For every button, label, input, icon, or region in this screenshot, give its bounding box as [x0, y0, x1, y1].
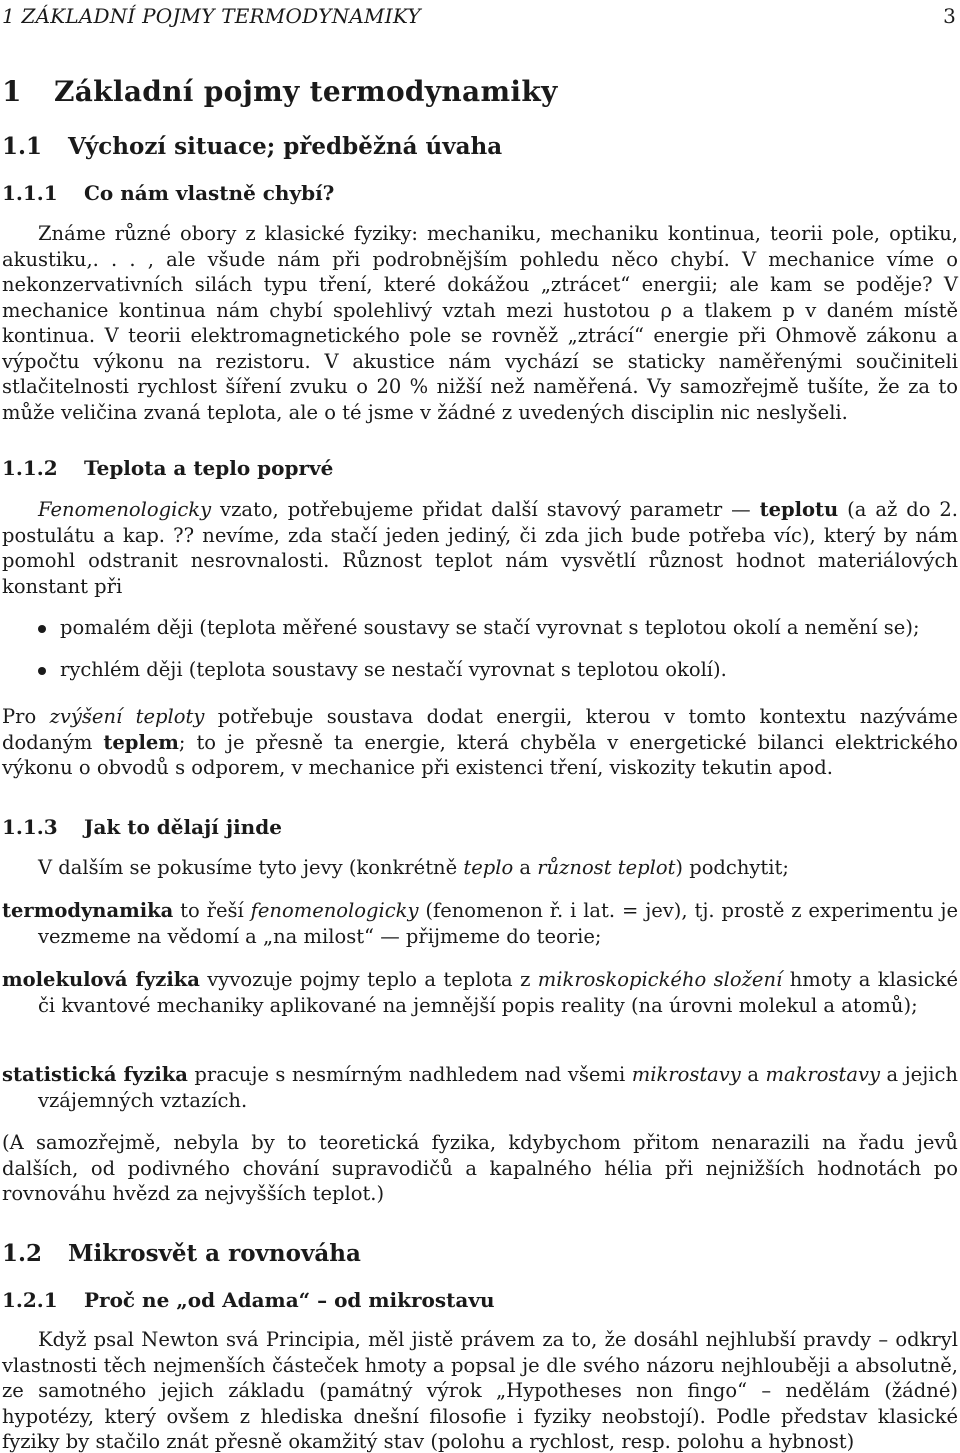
- text-run: a: [513, 856, 538, 879]
- description-term: molekulová fyzika: [2, 968, 200, 991]
- emphasis-text: fenomenologicky: [250, 899, 419, 922]
- chapter-title: Základní pojmy termodynamiky: [54, 75, 558, 108]
- text-run: a: [740, 1063, 766, 1086]
- bullet-icon: [38, 625, 46, 633]
- subsection-heading-1-1-3: [2, 814, 282, 840]
- chapter-heading: [2, 76, 558, 108]
- section-title: Výchozí situace; předběžná úvaha: [68, 133, 503, 160]
- text-run: vzato, potřebujeme přidat další stavový parametr —: [211, 498, 760, 521]
- emphasis-text: různost teplot: [537, 856, 676, 879]
- subsection-heading-1-1-2: [2, 455, 333, 481]
- emphasis-text: zvýšení teploty: [49, 705, 205, 728]
- emphasis-text: mikroskopického složení: [537, 968, 783, 991]
- list-item-text: rychlém ději (teplota soustavy se nestačí vyrovnat s teplotou okolí).: [60, 658, 727, 681]
- section-heading-1-1: [2, 133, 502, 161]
- text-run: (fenomenon ř. i lat. = jev), tj. prostě z experimentu je vezmeme na vědomí a „na milost“ — přijmeme do teorie;: [38, 899, 958, 948]
- defined-term: teplem: [103, 730, 179, 754]
- text-run: to řeší: [173, 899, 251, 922]
- subsection-title: Co nám vlastně chybí?: [84, 181, 335, 205]
- emphasis-text: mikrostavy: [631, 1063, 741, 1086]
- list-item: [2, 657, 958, 683]
- subsection-number: 1.1.3: [2, 815, 58, 839]
- defined-term: teplotu: [759, 498, 839, 521]
- description-text: [2, 1062, 958, 1113]
- text-run: Pro: [2, 705, 50, 728]
- subsection-number: 1.2.1: [2, 1288, 58, 1312]
- text-run: hmoty a klasické či kvantové mechaniky aplikované na jemnější popis reality (na úrovni molekul a atomů);: [38, 968, 958, 1017]
- text-run: vyvozuje pojmy teplo a teplota z: [199, 968, 538, 991]
- emphasis-text: makrostavy: [765, 1063, 880, 1086]
- description-text: [2, 898, 958, 949]
- paragraph-missing: Známe různé obory z klasické fyziky: mechaniku, mechaniku kontinua, teorii pole, optiku, akustiku,. . . , ale všude nám při podrobnějším pohledu něco chybí. V mechanice víme o nekonzervativních silách typu tření, které dokážou „ztrácet“ energii; ale kam se poděje? V mechanice kontinua nám chybí spolehlivý vztah mezi hustotou ρ a tlakem p v daném místě kontinua. V teorii elektromagnetického pole se rovněž „ztrácí“ energie při Ohmově zákonu a výpočtu výkonu na rezistoru. V akustice nám vychází se staticky naměřenými součiniteli stlačitelnosti rychlost šíření zvuku o 20 % nižší než naměřená. Vy samozřejmě tušíte, že za to může veličina zvaná teplota, ale o té jsme v žádné z uvedených disciplin nic neslyšeli.: [2, 222, 958, 424]
- bullet-icon: [38, 667, 46, 675]
- paragraph-temperature-intro: [2, 497, 958, 599]
- description-term: termodynamika: [2, 899, 174, 922]
- subsection-heading-1-2-1: [2, 1287, 495, 1313]
- subsection-title: Teplota a teplo poprvé: [84, 456, 334, 480]
- paragraph-heat: [2, 704, 958, 781]
- running-header: [2, 4, 956, 28]
- chapter-number: 1: [2, 75, 22, 108]
- subsection-heading-1-1-1: [2, 180, 334, 206]
- subsection-number: 1.1.2: [2, 456, 58, 480]
- paragraph-newton: Když psal Newton svá Principia, měl jistě právem za to, že dosáhl nejhlubší pravdy – odkryl vlastnosti těch nejmenších částeček hmoty a popsal je dle svého názoru nejhlouběji a absolutně, ze samotného jejich základu (památný výrok „Hypotheses non fingo“ – nedělám (žádné) hypotézy, který ovšem z hlediska dnešní filosofie i fyziky neobstojí). Podle představ klasické fyziky by stačilo znát přesně okamžitý stav (polohu a rychlost, resp. polohu a hybnost): [2, 1328, 958, 1453]
- subsection-title: Jak to dělají jinde: [84, 815, 282, 839]
- description-item-thermodynamics: [2, 898, 958, 949]
- description-item-statistical-physics: [2, 1062, 958, 1113]
- section-heading-1-2: [2, 1240, 361, 1268]
- section-number: 1.2: [2, 1240, 43, 1267]
- paragraph-elsewhere-intro: [2, 855, 958, 881]
- text-run: potřebuje soustava dodat energii, kterou v tomto kontextu nazýváme dodaným: [2, 705, 958, 754]
- emphasis-text: Fenomenologicky: [38, 498, 212, 521]
- text-run: ; to je přesně ta energie, která chyběla v energetické bilanci elektrického výkonu o obvodů s odporem, v mechanice při existenci tření, viskozity tekutin apod.: [2, 730, 958, 779]
- text-run: ) podchytit;: [675, 856, 789, 879]
- running-title: 1 ZÁKLADNÍ POJMY TERMODYNAMIKY: [2, 4, 421, 28]
- section-number: 1.1: [2, 133, 43, 160]
- list-item-text: pomalém ději (teplota měřené soustavy se stačí vyrovnat s teplotou okolí a nemění se);: [60, 616, 920, 639]
- emphasis-text: teplo: [463, 856, 514, 879]
- subsection-title: Proč ne „od Adama“ – od mikrostavu: [84, 1288, 495, 1312]
- subsection-number: 1.1.1: [2, 181, 58, 205]
- paragraph-closing-remark: (A samozřejmě, nebyla by to teoretická fyzika, kdybychom přitom nenarazili na řadu jevů dalších, od podivného chování supravodičů a kapalného hélia při nejnižších hodnotách po rovnováhu hvězd za nejvyšších teplot.): [2, 1131, 958, 1205]
- text-run: a jejich vzájemných vztazích.: [38, 1063, 958, 1112]
- page-number: 3: [943, 4, 956, 28]
- description-item-molecular-physics: [2, 967, 958, 1018]
- text-run: pracuje s nesmírným nadhledem nad všemi: [187, 1063, 632, 1086]
- section-title: Mikrosvět a rovnováha: [68, 1240, 361, 1267]
- description-term: statistická fyzika: [2, 1063, 188, 1086]
- text-run: V dalším se pokusíme tyto jevy (konkrétně: [38, 856, 464, 879]
- description-text: [2, 967, 958, 1018]
- list-item: [2, 615, 958, 641]
- text-run: (a až do 2. postulátu a kap. ?? nevíme, zda stačí jeden jediný, či zda jich bude potřeba víc), který by nám pomohl odstranit nesrovnalosti. Různost teplot nám vysvětlí různost hodnot materiálových konstant při: [2, 498, 958, 598]
